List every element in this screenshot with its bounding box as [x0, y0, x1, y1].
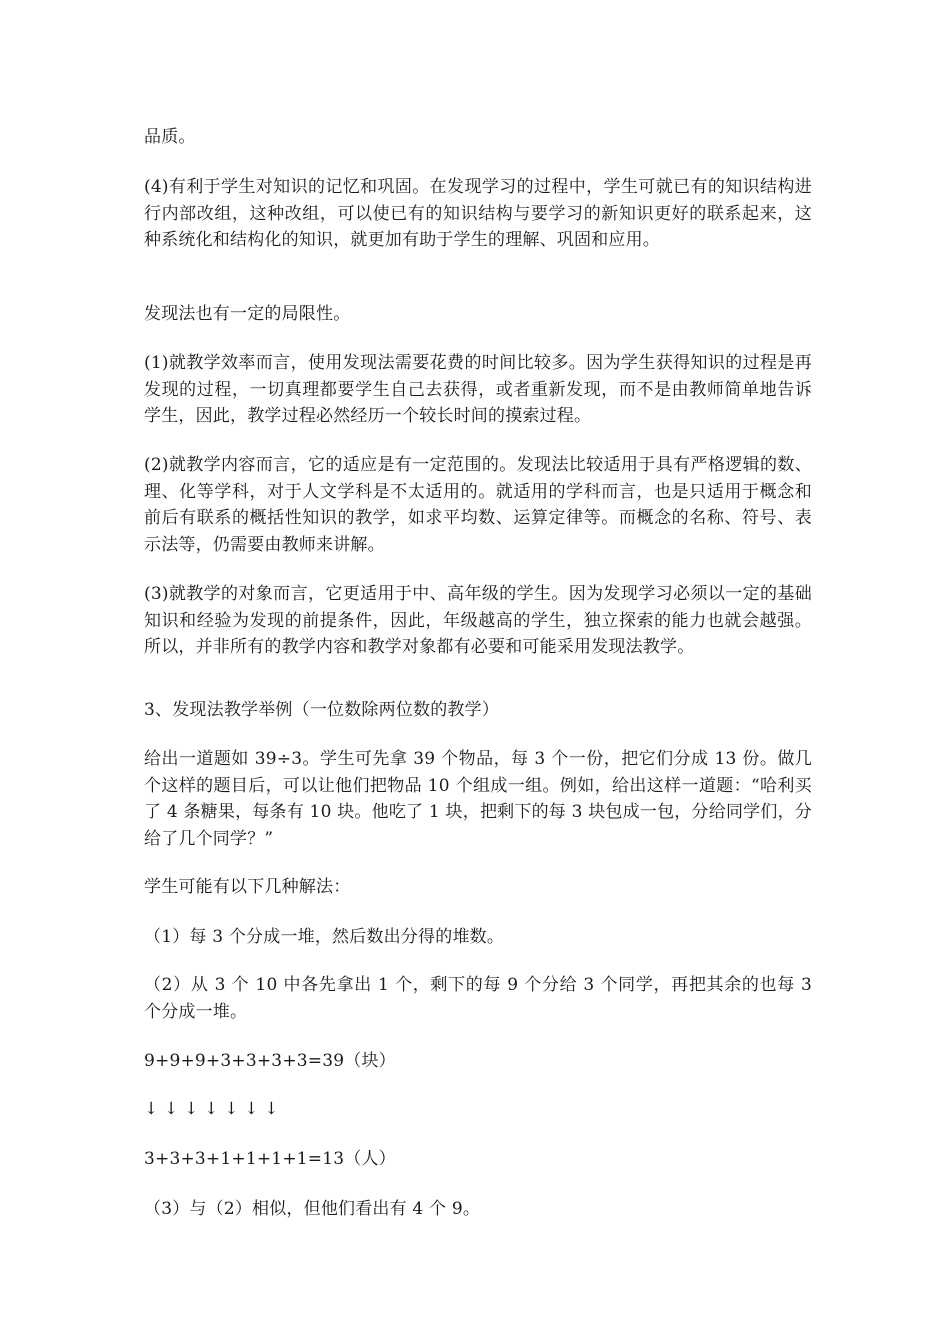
equation-1: 9+9+9+3+3+3+3=39（块）: [144, 1051, 396, 1071]
paragraph-9: 学生可能有以下几种解法：: [144, 877, 351, 897]
paragraph-5: (2)就教学内容而言，它的适应是有一定范围的。发现法比较适用于具有严格逻辑的数、理、化等学科，对于人文学科是不太适用的。就适用的学科而言，也是只适用于概念和前后有联系的概括性知识的教学，如求平均数、运算定律等。而概念的名称、符号、表示法等，仍需要由教师来讲解。: [144, 455, 812, 555]
paragraph-11: （2）从 3 个 10 中各先拿出 1 个，剩下的每 9 个分给 3 个同学，再把其余的也每 3 个分成一堆。: [144, 975, 812, 1022]
arrows-line: ↓ ↓ ↓ ↓ ↓ ↓ ↓: [144, 1099, 279, 1119]
paragraph-10: （1）每 3 个分成一堆，然后数出分得的堆数。: [144, 927, 505, 947]
paragraph-8: 给出一道题如 39÷3。学生可先拿 39 个物品，每 3 个一份，把它们分成 13 份。做几个这样的题目后，可以让他们把物品 10 个组成一组。例如，给出这样一道题：“哈利买了 4 条糖果，每条有 10 块。他吃了 1 块，把剩下的每 3 块包成一包，分给同学们，分给了几个同学？”: [144, 749, 812, 849]
paragraph-1: 品质。: [144, 127, 196, 147]
paragraph-4: (1)就教学效率而言，使用发现法需要花费的时间比较多。因为学生获得知识的过程是再发现的过程，一切真理都要学生自己去获得，或者重新发现，而不是由教师简单地告诉学生，因此，教学过程必然经历一个较长时间的摸索过程。: [144, 353, 812, 426]
equation-2: 3+3+3+1+1+1+1=13（人）: [144, 1149, 396, 1169]
paragraph-3: 发现法也有一定的局限性。: [144, 304, 351, 324]
paragraph-12: （3）与（2）相似，但他们看出有 4 个 9。: [144, 1199, 481, 1219]
paragraph-7-heading: 3、发现法教学举例（一位数除两位数的教学）: [144, 700, 500, 720]
paragraph-2: (4)有利于学生对知识的记忆和巩固。在发现学习的过程中，学生可就已有的知识结构进行内部改组，这种改组，可以使已有的知识结构与要学习的新知识更好的联系起来，这种系统化和结构化的知识，就更加有助于学生的理解、巩固和应用。: [144, 177, 812, 250]
paragraph-6: (3)就教学的对象而言，它更适用于中、高年级的学生。因为发现学习必须以一定的基础知识和经验为发现的前提条件，因此，年级越高的学生，独立探索的能力也就会越强。所以，并非所有的教学内容和教学对象都有必要和可能采用发现法教学。: [144, 584, 812, 657]
